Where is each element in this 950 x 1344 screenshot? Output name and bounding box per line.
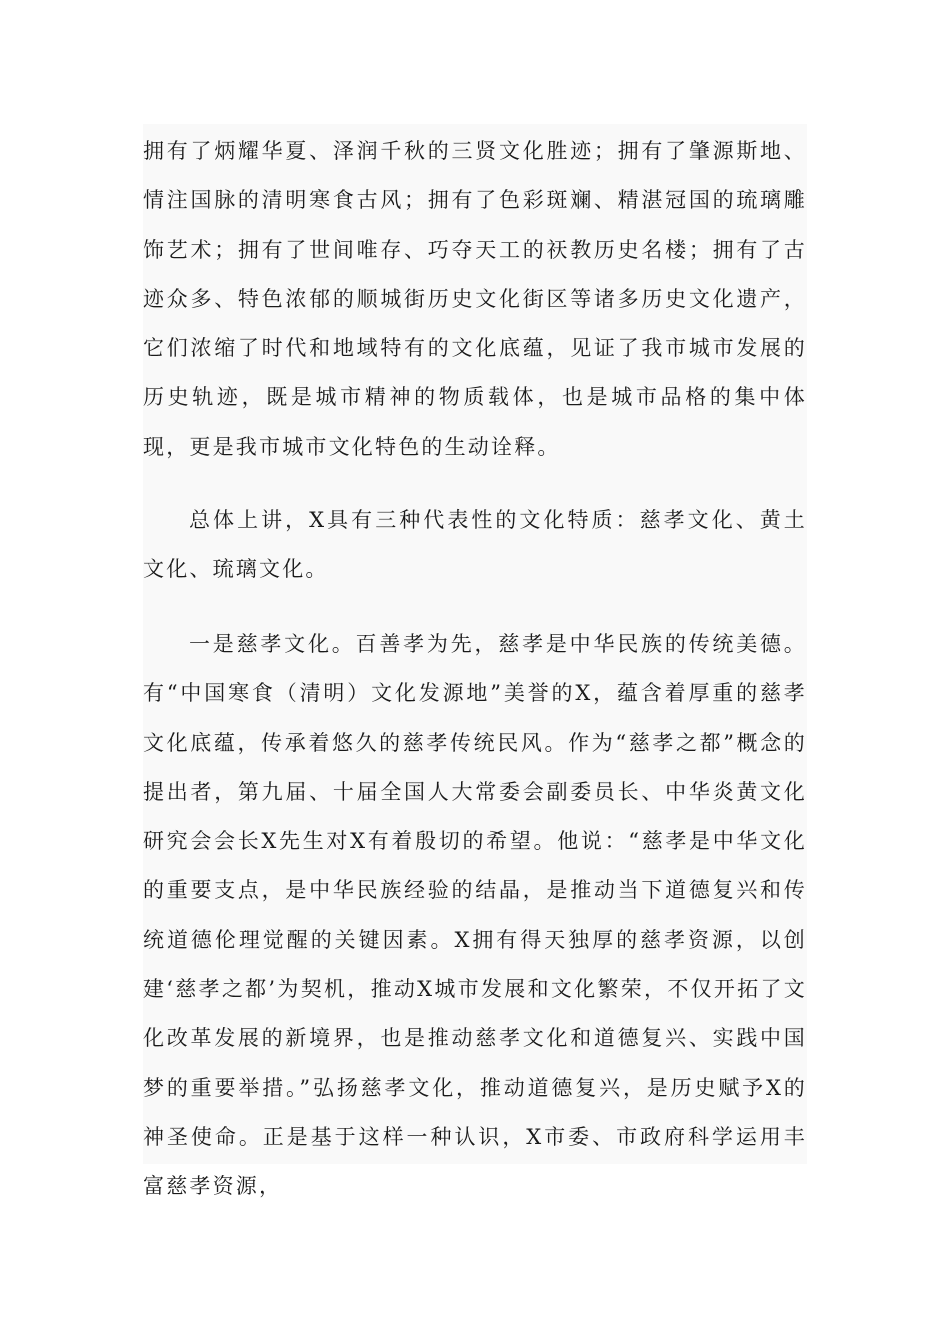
document-body (143, 124, 807, 1199)
paragraph-cultural-traits: 总体上讲，X具有三种代表性的文化特质：慈孝文化、黄土文化、琉璃文化。 (143, 508, 807, 582)
paragraph-cultural-heritage: 拥有了炳耀华夏、泽润千秋的三贤文化胜迹；拥有了肇源斯地、情注国脉的清明寒食古风；拥有了色彩斑斓、精湛冠国的琉璃雕饰艺术；拥有了世间唯存、巧夺天工的祆教历史名楼；拥有了古迹众多、特色浓郁的顺城街历史文化街区等诸多历史文化遗产，它们浓缩了时代和地域特有的文化底蕴，见证了我市城市发展的历史轨迹，既是城市精神的物质载体，也是城市品格的集中体现，更是我市城市文化特色的生动诠释。 (143, 139, 807, 459)
paragraph-filial-piety-culture: 一是慈孝文化。百善孝为先，慈孝是中华民族的传统美德。有“中国寒食（清明）文化发源地”美誉的X，蕴含着厚重的慈孝文化底蕴，传承着悠久的慈孝传统民风。作为“慈孝之都”概念的提出者，第九届、十届全国人大常委会副委员长、中华炎黄文化研究会会长X先生对X有着殷切的希望。他说：“慈孝是中华文化的重要支点，是中华民族经验的结晶，是推动当下道德复兴和传统道德伦理觉醒的关键因素。X拥有得天独厚的慈孝资源，以创建‘慈孝之都’为契机，推动X城市发展和文化繁荣，不仅开拓了文化改革发展的新境界，也是推动慈孝文化和道德复兴、实践中国梦的重要举措。”弘扬慈孝文化，推动道德复兴，是历史赋予X的神圣使命。正是基于这样一种认识，X市委、市政府科学运用丰富慈孝资源， (143, 632, 807, 1199)
